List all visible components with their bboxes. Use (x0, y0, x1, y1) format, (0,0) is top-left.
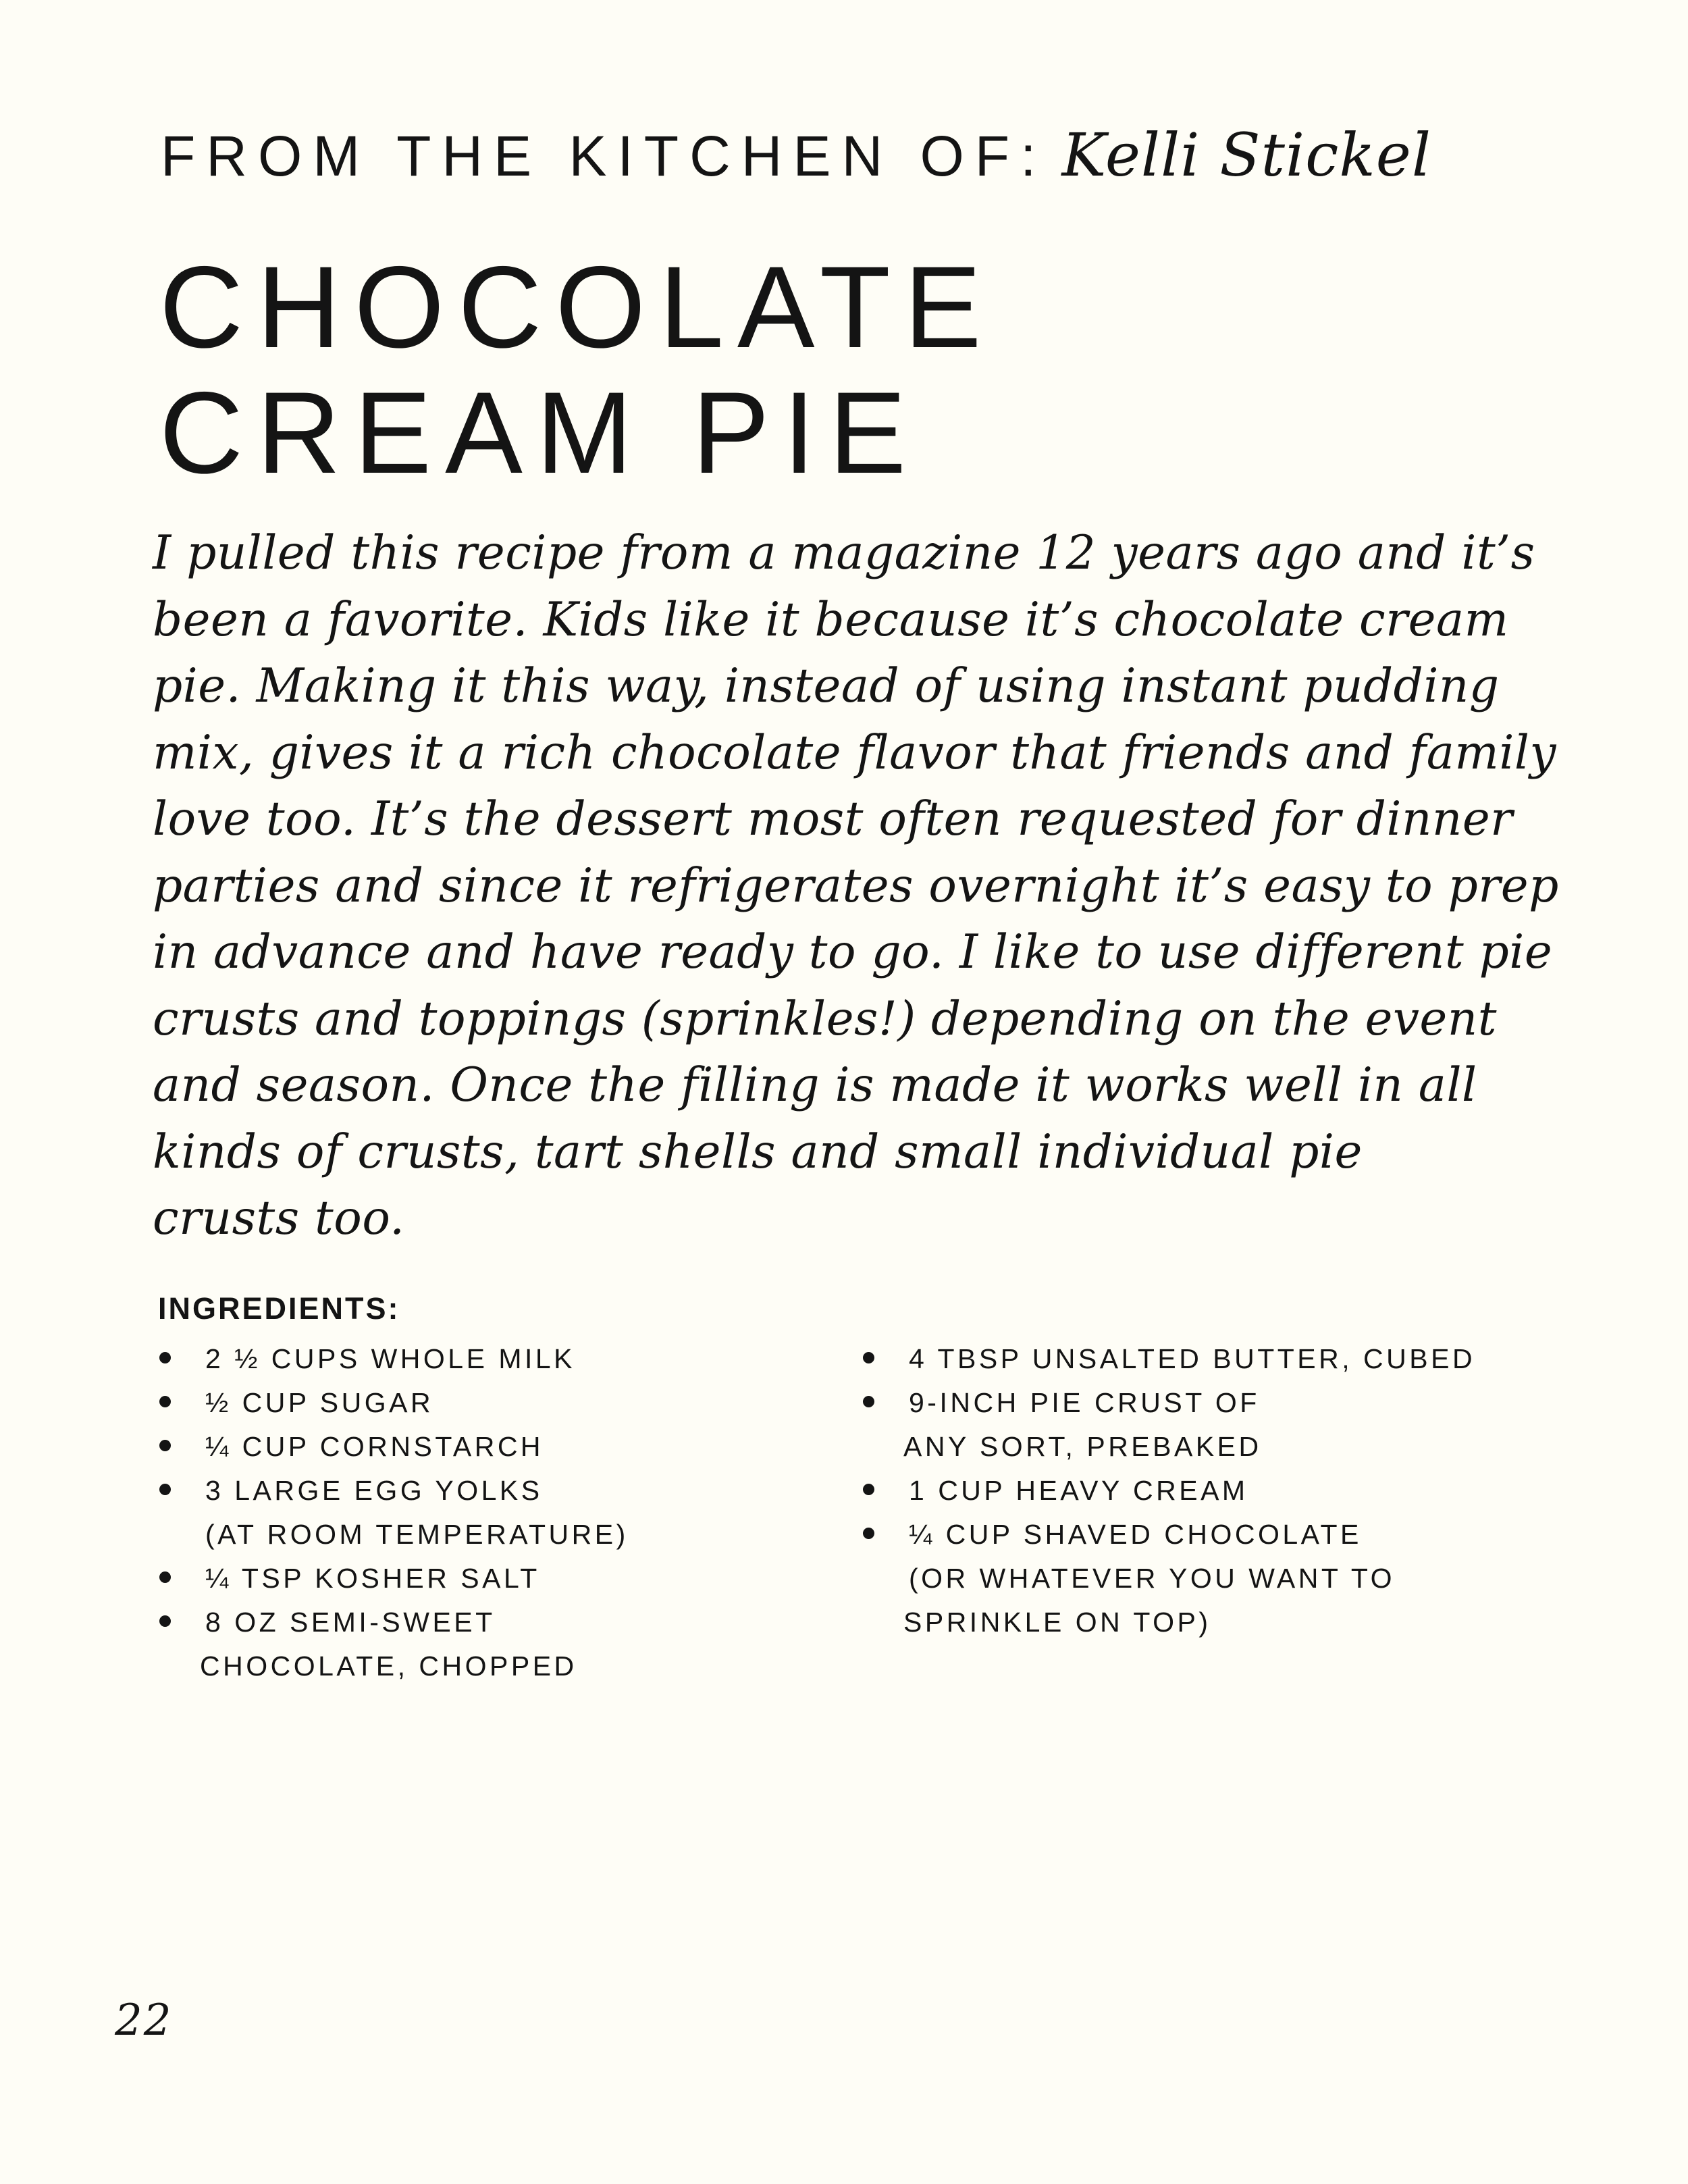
bullet-icon (863, 1528, 874, 1539)
ingredient-item (154, 1381, 829, 1425)
bullet-icon (159, 1352, 171, 1363)
intro-line: in advance and have ready to go. I like to use different pie (153, 925, 1553, 979)
kitchen-line (161, 120, 1579, 215)
ingredient-text: SPRINKLE ON TOP) (903, 1607, 1211, 1638)
ingredient-item (154, 1557, 829, 1601)
intro-line: mix, gives it a rich chocolate flavor that friends and family (153, 725, 1556, 780)
ingredient-text: 4 TBSP UNSALTED BUTTER, CUBED (909, 1343, 1476, 1374)
intro-line: crusts and toppings (sprinkles!) depending on the event (153, 991, 1497, 1046)
intro-line: and season. Once the filling is made it works well in all (153, 1058, 1477, 1112)
ingredient-text: ¼ CUP SHAVED CHOCOLATE (909, 1519, 1362, 1550)
bullet-icon (159, 1396, 171, 1407)
ingredient-item (154, 1337, 829, 1381)
ingredient-item (154, 1469, 829, 1557)
ingredient-text: ½ CUP SUGAR (205, 1387, 434, 1418)
bullet-icon (159, 1440, 171, 1451)
recipe-intro (153, 520, 1604, 1252)
ingredient-text: 1 CUP HEAVY CREAM (909, 1475, 1248, 1506)
ingredient-item (858, 1381, 1600, 1469)
intro-line: parties and since it refrigerates overnight it’s easy to prep (153, 858, 1559, 913)
ingredient-text: 3 LARGE EGG YOLKS (205, 1475, 543, 1506)
recipe-title-line-1: CHOCOLATE (159, 242, 995, 372)
recipe-title-line-2: CREAM PIE (159, 368, 920, 498)
ingredient-text: (AT ROOM TEMPERATURE) (205, 1519, 629, 1550)
intro-line: crusts too. (153, 1191, 405, 1245)
ingredient-item (858, 1513, 1600, 1644)
recipe-title (159, 244, 1577, 496)
ingredients-list-right (858, 1337, 1600, 1644)
ingredients-list-left (154, 1337, 829, 1688)
bullet-icon (863, 1396, 874, 1407)
bullet-icon (863, 1352, 874, 1363)
ingredient-text: ¼ CUP CORNSTARCH (205, 1431, 544, 1462)
ingredient-item (154, 1425, 829, 1469)
ingredient-item (154, 1601, 829, 1688)
kitchen-label: FROM THE KITCHEN OF: (161, 124, 1047, 188)
intro-line: I pulled this recipe from a magazine 12 years ago and it’s (153, 526, 1535, 580)
ingredient-text: CHOCOLATE, CHOPPED (200, 1650, 577, 1682)
bullet-icon (863, 1484, 874, 1495)
bullet-icon (159, 1615, 171, 1627)
ingredient-item (858, 1337, 1600, 1381)
ingredient-text: 2 ½ CUPS WHOLE MILK (205, 1343, 576, 1374)
ingredient-text: ¼ TSP KOSHER SALT (205, 1563, 540, 1594)
bullet-icon (159, 1571, 171, 1583)
ingredient-text: 9-INCH PIE CRUST OF (909, 1387, 1260, 1418)
page-number: 22 (115, 1996, 173, 2046)
ingredient-item (858, 1469, 1600, 1513)
ingredient-text: 8 OZ SEMI-SWEET (205, 1607, 496, 1638)
intro-line: pie. Making it this way, instead of using instant pudding (153, 659, 1500, 713)
intro-line: love too. It’s the dessert most often requested for dinner (153, 792, 1513, 846)
intro-line: kinds of crusts, tart shells and small individual pie (153, 1124, 1363, 1179)
bullet-icon (159, 1484, 171, 1495)
ingredient-text: ANY SORT, PREBAKED (903, 1431, 1262, 1462)
ingredient-text: (OR WHATEVER YOU WANT TO (909, 1563, 1396, 1594)
kitchen-name: Kelli Stickel (1061, 120, 1431, 190)
intro-line: been a favorite. Kids like it because it’s chocolate cream (153, 592, 1509, 647)
ingredients-heading: INGREDIENTS: (158, 1291, 400, 1326)
